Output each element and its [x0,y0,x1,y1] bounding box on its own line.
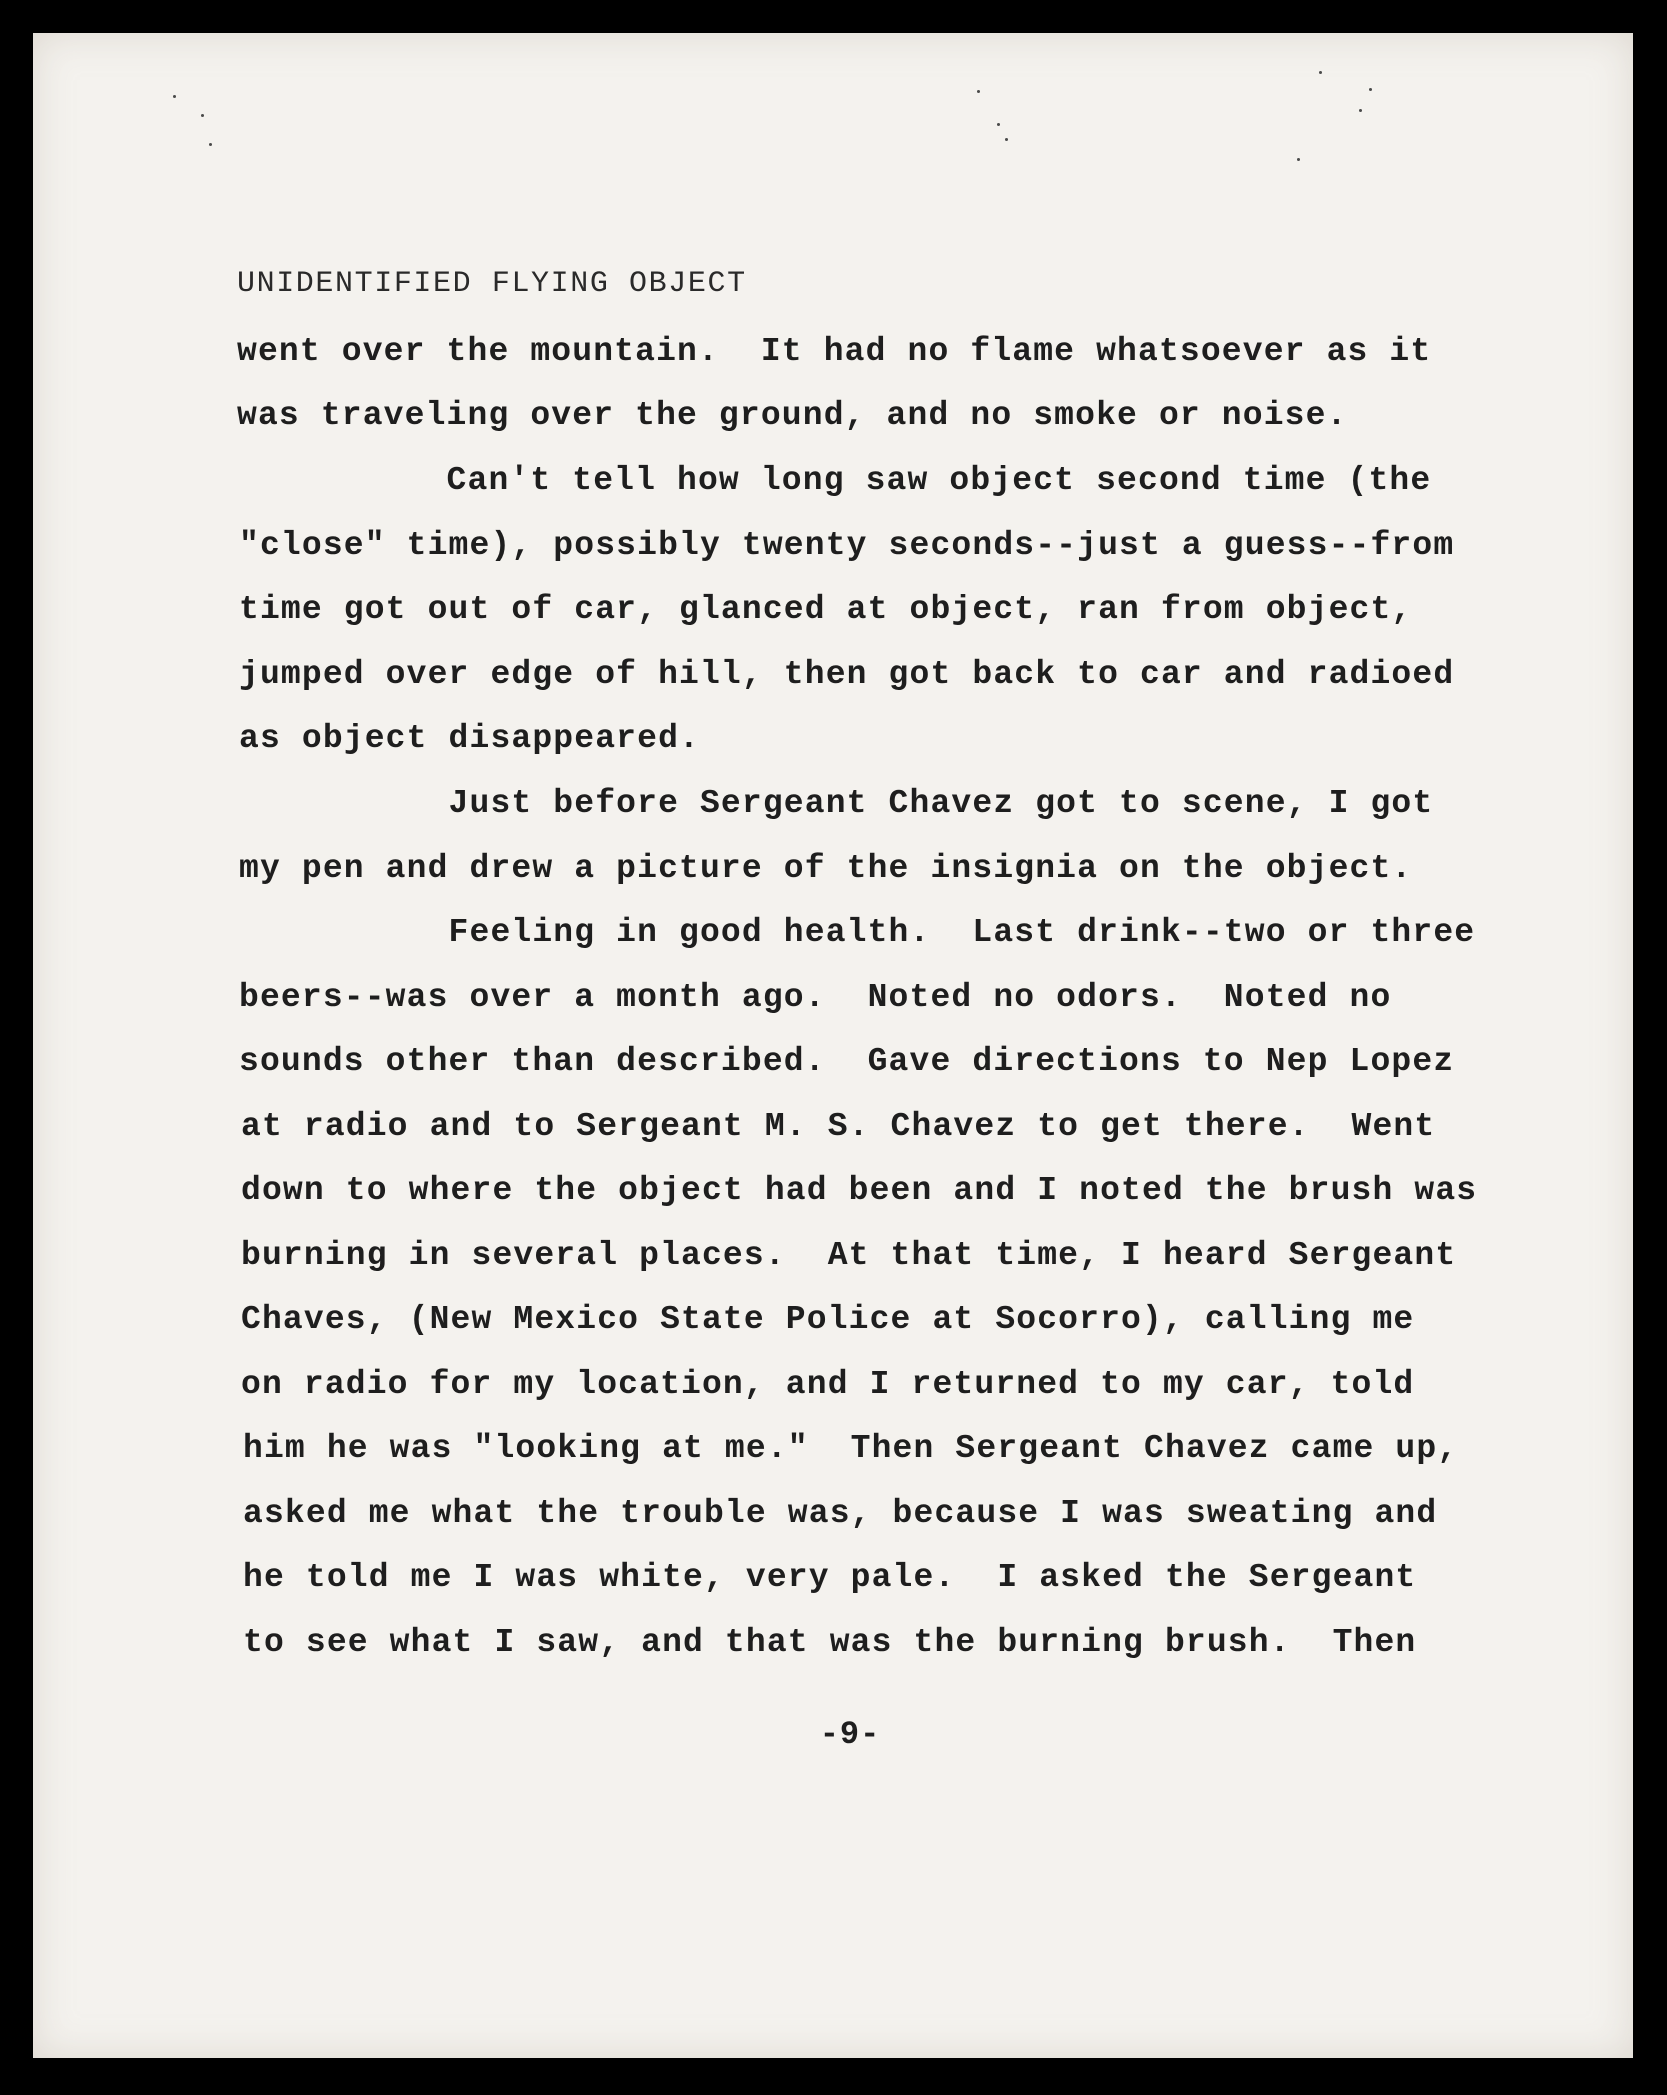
text-line: down to where the object had been and I noted the brush was [241,1172,1478,1209]
text-line: at radio and to Sergeant M. S. Chavez to get there. Went [241,1108,1436,1145]
text-line: Feeling in good health. Last drink--two or three [239,914,1476,951]
page-number: -9- [819,1716,881,1753]
paper-speck [977,90,980,93]
text-line: went over the mountain. It had no flame whatsoever as it [237,333,1432,370]
text-line: asked me what the trouble was, because I was sweating and [243,1495,1438,1532]
paper-speck [997,123,1000,126]
text-line: sounds other than described. Gave directions to Nep Lopez [239,1043,1455,1080]
text-line: time got out of car, glanced at object, ran from object, [239,591,1413,628]
text-line: on radio for my location, and I returned to my car, told [241,1366,1415,1403]
paper-speck [201,114,204,117]
document-heading: UNIDENTIFIED FLYING OBJECT [237,267,747,301]
paper-speck [1319,71,1322,74]
paper-speck [1359,109,1362,112]
paper-speck [209,143,212,146]
text-line: "close" time), possibly twenty seconds--just a guess--from [239,527,1455,564]
paper-speck [1369,88,1372,91]
text-line: as object disappeared. [239,720,700,757]
text-line: to see what I saw, and that was the burning brush. Then [243,1624,1417,1661]
text-line: my pen and drew a picture of the insignia on the object. [239,850,1413,887]
text-line: jumped over edge of hill, then got back to car and radioed [239,656,1455,693]
text-line: him he was "looking at me." Then Sergeant Chavez came up, [243,1430,1459,1467]
text-line: burning in several places. At that time, I heard Sergeant [241,1237,1457,1274]
text-line: Just before Sergeant Chavez got to scene, I got [239,785,1434,822]
text-line: Can't tell how long saw object second time (the [237,462,1432,499]
text-line: he told me I was white, very pale. I asked the Sergeant [243,1559,1417,1596]
text-line: Chaves, (New Mexico State Police at Socorro), calling me [241,1301,1415,1338]
text-line: was traveling over the ground, and no smoke or noise. [237,397,1348,434]
paper-speck [1005,138,1008,141]
text-line: beers--was over a month ago. Noted no odors. Noted no [239,979,1392,1016]
paper-speck [173,95,176,98]
paper-speck [1297,158,1300,161]
